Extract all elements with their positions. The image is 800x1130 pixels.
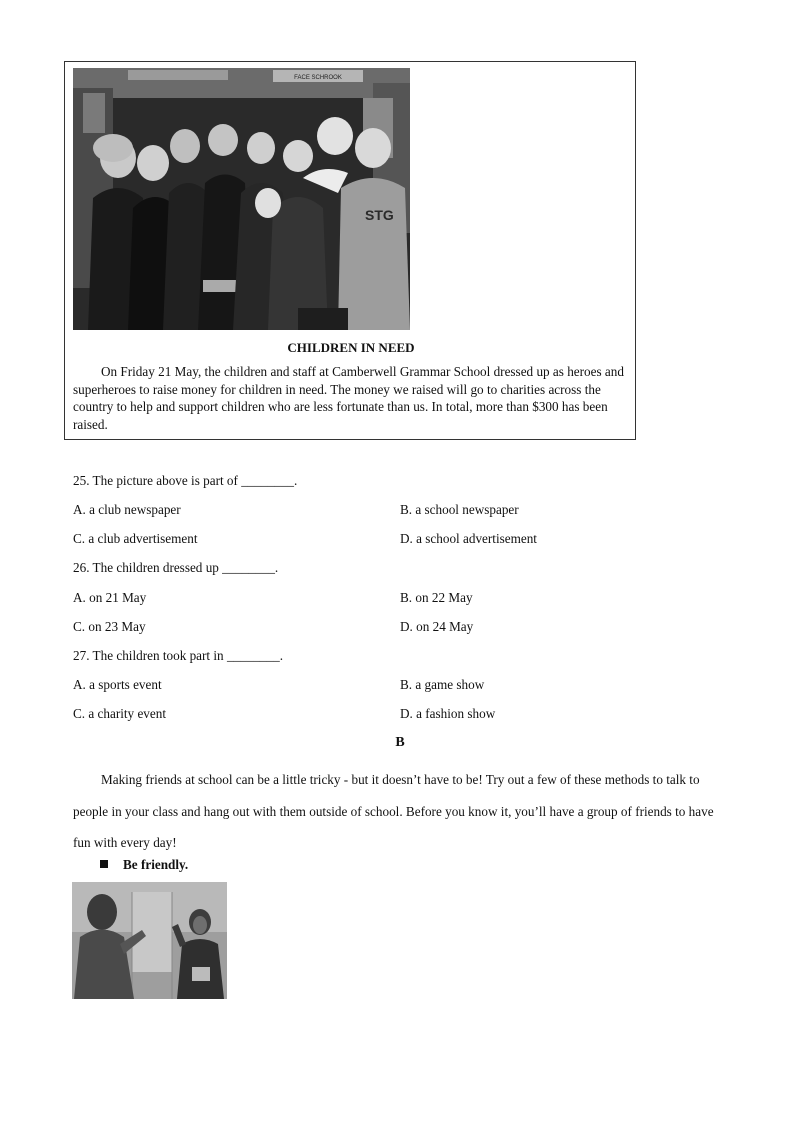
square-bullet-icon — [100, 860, 108, 868]
option-a: A. a club newspaper — [73, 502, 181, 517]
section-paragraph: Making friends at school can be a little tricky - but it doesn’t have to be! Try out a few of these methods to talk to people in your class and hang out with them outside of school. Before you know it, you’ll have a group of friends to have fun with every day! — [73, 772, 714, 850]
superheroes-photo — [73, 68, 410, 330]
bullet-item — [100, 857, 188, 873]
article-title: CHILDREN IN NEED — [287, 340, 415, 355]
option-d: D. on 24 May — [400, 619, 474, 634]
option-d: D. a school advertisement — [400, 531, 537, 546]
option-c: C. on 23 May — [73, 619, 146, 634]
question-stem: 26. The children dressed up ________. — [73, 560, 279, 575]
option-a: A. a sports event — [73, 677, 162, 692]
article-text: On Friday 21 May, the children and staff at Camberwell Grammar School dressed up as heroes and superheroes to raise money for children in need. The money we raised will go to charities across the country to help and support children who are less fortunate than us. In total, more than $300 has been raised. — [73, 364, 624, 432]
option-c: C. a club advertisement — [73, 531, 198, 546]
option-b: B. on 22 May — [400, 590, 473, 605]
option-d: D. a fashion show — [400, 706, 496, 721]
shirt-text: STG — [365, 207, 394, 223]
option-b: B. a game show — [400, 677, 485, 692]
question-stem: 25. The picture above is part of ________. — [73, 473, 298, 488]
poster-text: FACE SCHROOK — [294, 75, 342, 81]
friends-photo — [72, 882, 227, 999]
option-c: C. a charity event — [73, 706, 167, 721]
section-heading: B — [395, 735, 405, 750]
question-stem: 27. The children took part in ________. — [73, 648, 283, 663]
option-a: A. on 21 May — [73, 590, 147, 605]
bullet-text: Be friendly. — [123, 857, 189, 872]
option-b: B. a school newspaper — [400, 502, 519, 517]
article-box — [64, 61, 636, 440]
